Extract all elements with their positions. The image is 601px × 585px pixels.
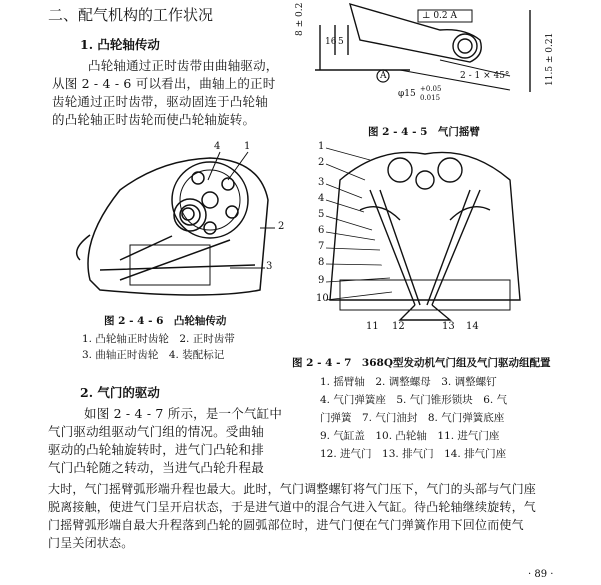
fig246-callout-4: 4 [214,141,221,152]
fig247-callout-2: 2 [318,157,325,168]
dim-bore-upper: +0.05 [420,85,442,93]
section2-line-7: 门摇臂弧形端自最大升程落到凸轮的圆弧部位时，进气门便在气门弹簧作用下回位而使气 [48,518,524,532]
fig247-callout-9: 9 [318,275,325,286]
tolerance-box: ⊥ 0.2 A [422,11,457,21]
dim-8: 8 ± 0.2 [295,2,305,36]
fig247-callout-4: 4 [318,193,325,204]
figure-247-legend-5: 12. 进气门 13. 排气门 14. 排气门座 [320,448,507,460]
figure-246-legend-2: 3. 曲轴正时齿轮 4. 装配标记 [82,349,225,361]
figure-247-legend-3: 门弹簧 7. 气门油封 8. 气门弹簧底座 [320,412,505,424]
section1-title: 1. 凸轮轴传动 [80,37,160,52]
section1-line-3: 齿轮通过正时齿带，驱动固连于凸轮轴 [52,94,268,109]
section1-line-4: 的凸轮轴正时齿轮而使凸轮轴旋转。 [52,112,256,127]
valve-train-drawing [320,140,530,330]
fig247-callout-7: 7 [318,241,325,252]
fig246-callout-1: 1 [244,141,251,152]
fig247-callout-3: 3 [318,177,325,188]
dim-5: 5 [338,37,344,47]
figure-247-legend-4: 9. 气缸盖 10. 凸轮轴 11. 进气门座 [320,430,500,442]
section2-line-3: 驱动的凸轮轴旋转时，进气门凸轮和排 [48,442,264,457]
dim-16: 16 [325,37,337,47]
section2-line-8: 门呈关闭状态。 [48,536,134,550]
fig247-callout-12: 12 [392,321,405,332]
fig247-callout-5: 5 [318,209,325,220]
page-number: · 89 · [528,569,554,580]
section2-line-4: 气门凸轮随之转动，当进气凸轮升程最 [48,460,264,475]
figure-245-caption: 图 2 - 4 - 5 气门摇臂 [368,126,480,138]
datum-a: A [380,71,387,81]
section2-line-6: 脱离接触，使进气门呈开启状态，于是进气道中的混合气进入气缸。待凸轮轴继续旋转，气 [48,500,537,514]
section2-line-5: 大时，气门摇臂弧形端升程也最大。此时，气门调整螺钉将气门压下，气门的头部与气门座 [48,482,537,496]
fig246-callout-3: 3 [266,261,273,272]
section1-line-2: 从图 2 - 4 - 6 可以看出，曲轴上的正时 [52,76,276,91]
fig247-callout-8: 8 [318,257,325,268]
fig247-callout-13: 13 [442,321,455,332]
dim-bore-lower: 0.015 [420,94,441,102]
dim-bore: φ15 [398,89,416,99]
fig247-callout-10: 10 [316,293,329,304]
timing-belt-drawing [60,140,290,310]
figure-247-legend-1: 1. 摇臂轴 2. 调整螺母 3. 调整螺钉 [320,376,497,388]
section2-title: 2. 气门的驱动 [80,385,160,400]
dim-chamfer: 2 - 1 × 45° [460,71,510,81]
fig247-callout-6: 6 [318,225,325,236]
figure-246-caption: 图 2 - 4 - 6 凸轮轴传动 [104,315,227,327]
figure-246-legend-1: 1. 凸轮轴正时齿轮 2. 正时齿带 [82,333,235,345]
fig247-callout-14: 14 [466,321,479,332]
section2-line-1: 如图 2 - 4 - 7 所示，是一个气缸中 [84,406,283,421]
fig247-callout-1: 1 [318,141,325,152]
figure-247-legend-2: 4. 气门弹簧座 5. 气门锥形锁块 6. 气 [320,394,508,406]
section2-line-2: 气门驱动组驱动气门组的情况。受曲轴 [48,424,264,439]
fig246-callout-2: 2 [278,221,285,232]
fig247-callout-11: 11 [366,321,379,332]
dim-11-5: 11.5 ± 0.21 [545,32,555,86]
section1-line-1: 凸轮轴通过正时齿带由曲轴驱动， [88,58,279,73]
section-heading: 二、配气机构的工作状况 [48,6,214,24]
figure-247-caption: 图 2 - 4 - 7 368Q型发动机气门组及气门驱动组配置 [292,357,551,369]
